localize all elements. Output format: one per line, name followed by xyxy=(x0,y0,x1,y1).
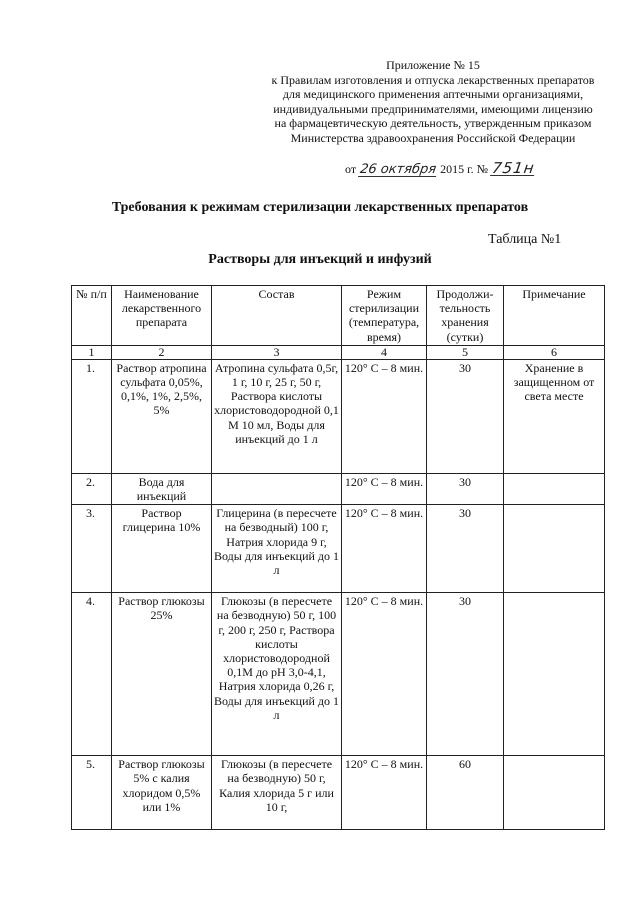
composition: Глюкозы (в пересчете на безводную) 50 г, 100 г, 200 г, 250 г, Раствора кислоты хлористоводородной 0,1М до pH 3,0-4,1, Натрия хлорида 0,26 г, Воды для инъекций до 1 л xyxy=(212,593,342,756)
sterilization-mode: 120° С – 8 мин. xyxy=(342,473,427,504)
storage-days: 30 xyxy=(427,505,504,593)
note xyxy=(504,505,605,593)
year-text: 2015 г. № xyxy=(440,162,489,176)
appendix-line: на фармацевтическую деятельность, утвержденным приказом xyxy=(274,116,592,131)
drug-name: Раствор атропина сульфата 0,05%, 0,1%, 1%, 2,5%, 5% xyxy=(112,359,212,473)
storage-days: 30 xyxy=(427,593,504,756)
header-cell: Состав xyxy=(212,286,342,346)
composition: Атропина сульфата 0,5г, 1 г, 10 г, 25 г, 50 г, Раствора кислоты хлористоводородной 0,1 М 10 мл, Воды для инъекций до 1 л xyxy=(212,359,342,473)
table-subtitle: Растворы для инъекций и инфузий xyxy=(208,252,432,267)
row-number: 2. xyxy=(72,473,112,504)
sterilization-table xyxy=(71,285,605,830)
row-number: 4. xyxy=(72,593,112,756)
column-number: 4 xyxy=(342,345,427,359)
note xyxy=(504,473,605,504)
table-row xyxy=(72,359,605,473)
handwritten-number: 751н xyxy=(490,159,536,177)
drug-name: Вода для инъекций xyxy=(112,473,212,504)
row-number: 1. xyxy=(72,359,112,473)
header-cell: Продолжи-тельность хранения (сутки) xyxy=(427,286,504,346)
appendix-line: Приложение № 15 xyxy=(386,58,480,72)
note xyxy=(504,593,605,756)
table-row xyxy=(72,756,605,830)
storage-days: 30 xyxy=(427,359,504,473)
header-cell: № п/п xyxy=(72,286,112,346)
row-number: 3. xyxy=(72,505,112,593)
date-prefix: от xyxy=(345,162,357,176)
composition: Глюкозы (в пересчете на безводную) 50 г, Калия хлорида 5 г или 10 г, xyxy=(212,756,342,830)
header-cell: Примечание xyxy=(504,286,605,346)
table-row xyxy=(72,593,605,756)
sterilization-mode: 120° С – 8 мин. xyxy=(342,756,427,830)
order-date-line xyxy=(345,159,536,177)
table-header-row xyxy=(72,286,605,346)
appendix-line: к Правилам изготовления и отпуска лекарственных препаратов xyxy=(271,72,595,87)
note xyxy=(504,756,605,830)
appendix-header xyxy=(248,58,618,146)
composition: Глицерина (в пересчете на безводный) 100 г, Натрия хлорида 9 г, Воды для инъекций до 1 л xyxy=(212,505,342,593)
appendix-line: индивидуальными предпринимателями, имеющими лицензию xyxy=(273,101,593,116)
drug-name: Раствор глюкозы 25% xyxy=(112,593,212,756)
note: Хранение в защищенном от света месте xyxy=(504,359,605,473)
composition xyxy=(212,473,342,504)
storage-days: 30 xyxy=(427,473,504,504)
document-title: Требования к режимам стерилизации лекарственных препаратов xyxy=(111,200,529,215)
column-number: 5 xyxy=(427,345,504,359)
appendix-line: Министерства здравоохранения Российской Федерации xyxy=(290,130,576,145)
header-cell: Наименование лекарственного препарата xyxy=(112,286,212,346)
column-number-row xyxy=(72,345,605,359)
table-number: Таблица №1 xyxy=(488,232,562,247)
row-number: 5. xyxy=(72,756,112,830)
handwritten-date: 26 октября xyxy=(359,162,438,177)
column-number: 6 xyxy=(504,345,605,359)
column-number: 3 xyxy=(212,345,342,359)
column-number: 2 xyxy=(112,345,212,359)
drug-name: Раствор глюкозы 5% с калия хлоридом 0,5% или 1% xyxy=(112,756,212,830)
sterilization-mode: 120° С – 8 мин. xyxy=(342,505,427,593)
storage-days: 60 xyxy=(427,756,504,830)
sterilization-mode: 120° С – 8 мин. xyxy=(342,593,427,756)
table-row xyxy=(72,473,605,504)
appendix-line: для медицинского применения аптечными организациями, xyxy=(282,87,584,102)
header-cell: Режим стерилизации (температура, время) xyxy=(342,286,427,346)
column-number: 1 xyxy=(72,345,112,359)
sterilization-mode: 120° С – 8 мин. xyxy=(342,359,427,473)
drug-name: Раствор глицерина 10% xyxy=(112,505,212,593)
table-row xyxy=(72,505,605,593)
